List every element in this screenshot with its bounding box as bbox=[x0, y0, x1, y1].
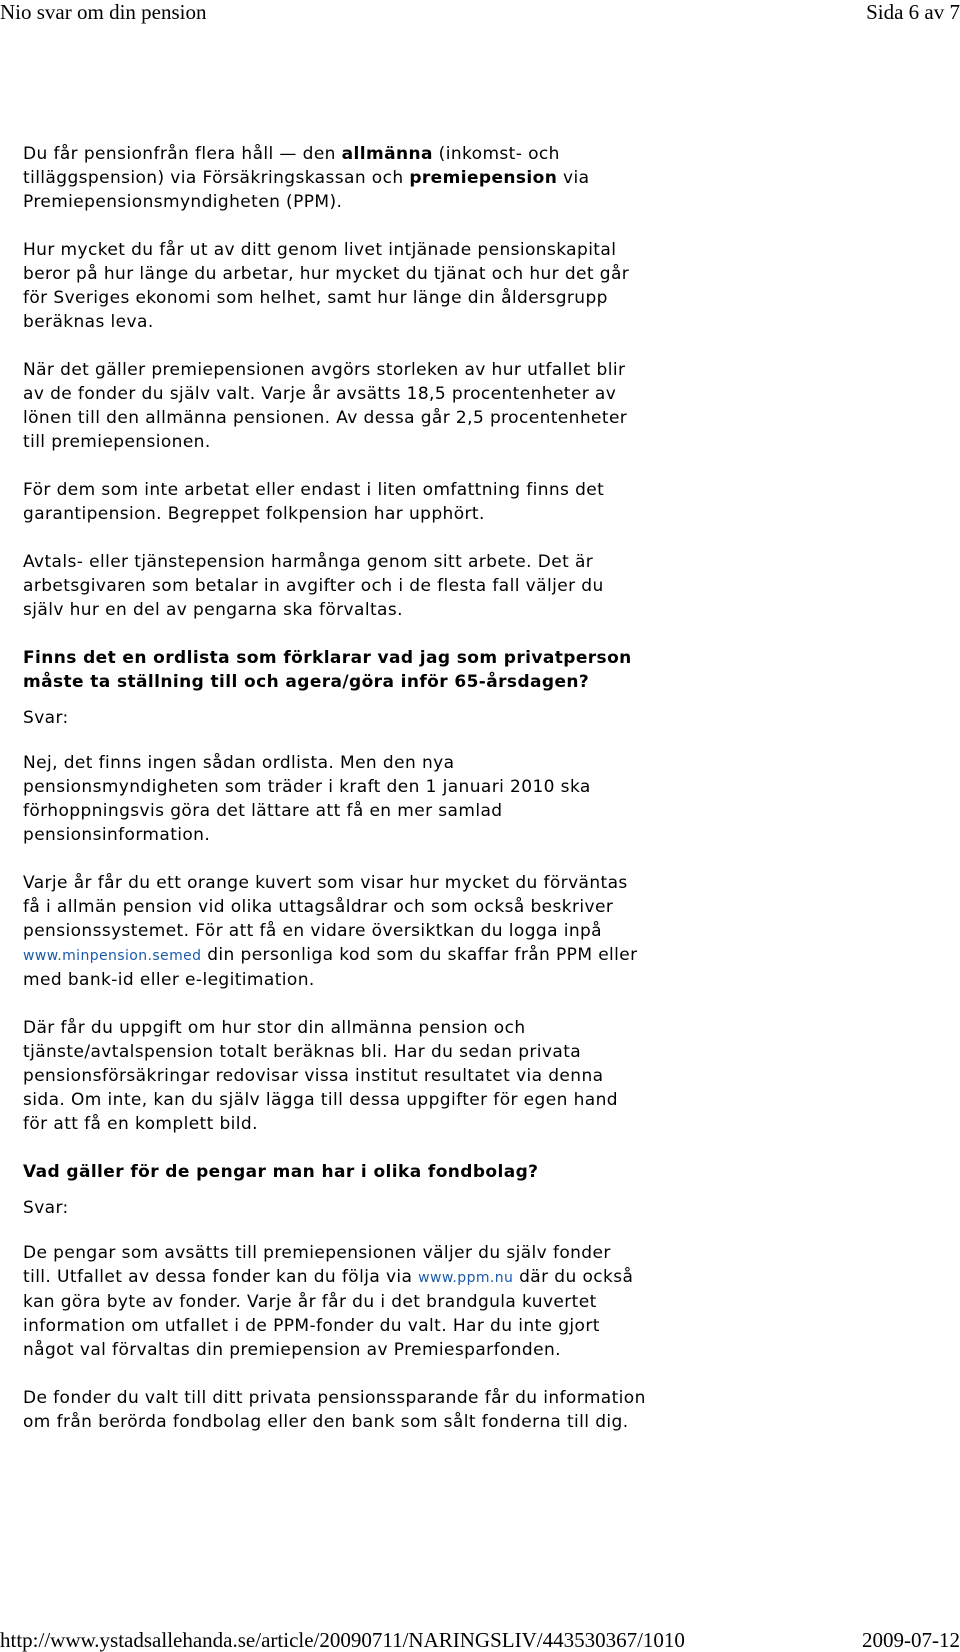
text-line: för Sveriges ekonomi som helhet, samt hur länge din åldersgrupp bbox=[23, 288, 608, 308]
answer-ordlista-2 bbox=[23, 871, 723, 992]
intro-text: tilläggspension) via Försäkringskassan och bbox=[23, 168, 410, 188]
text-line: Avtals- eller tjänstepension harmånga genom sitt arbete. Det är bbox=[23, 552, 594, 572]
text-line: kan göra byte av fonder. Varje år får du i det brandgula kuvertet bbox=[23, 1292, 597, 1312]
text-line: De fonder du valt till ditt privata pensionssparande får du information bbox=[23, 1388, 646, 1408]
text-line: något val förvaltas din premiepension av Premiesparfonden. bbox=[23, 1340, 561, 1360]
text-segment: din personliga kod som du skaffar från PPM eller bbox=[201, 945, 638, 965]
text-line: tjänste/avtalspension totalt beräknas bli. Har du sedan privata bbox=[23, 1042, 582, 1062]
answer-ordlista-3 bbox=[23, 1016, 723, 1136]
text-line: om från berörda fondbolag eller den bank som sålt fonderna till dig. bbox=[23, 1412, 629, 1432]
intro-line-3: Premiepensionsmyndigheten (PPM). bbox=[23, 192, 343, 212]
text-line: För dem som inte arbetat eller endast i liten omfattning finns det bbox=[23, 480, 605, 500]
question-line: Vad gäller för de pengar man har i olika fondbolag? bbox=[23, 1162, 539, 1182]
text-line: Hur mycket du får ut av ditt genom livet intjänade pensionskapital bbox=[23, 240, 617, 260]
text-line bbox=[23, 943, 723, 968]
text-line: förhoppningsvis göra det lättare att få en mer samlad bbox=[23, 801, 503, 821]
paragraph-intro bbox=[23, 142, 723, 214]
text-line: De pengar som avsätts till premiepensionen väljer du själv fonder bbox=[23, 1243, 611, 1263]
paragraph-tjanstepension bbox=[23, 550, 723, 622]
paragraph-pension-capital bbox=[23, 238, 723, 334]
intro-text: Du får pensionfrån flera håll — den bbox=[23, 144, 342, 164]
text-line: lönen till den allmänna pensionen. Av dessa går 2,5 procentenheter bbox=[23, 408, 628, 428]
text-line: Nej, det finns ingen sådan ordlista. Men den nya bbox=[23, 753, 455, 773]
article-body bbox=[23, 142, 723, 1458]
text-line: till premiepensionen. bbox=[23, 432, 211, 452]
question-fondbolag bbox=[23, 1160, 723, 1184]
text-line: pensionsmyndigheten som träder i kraft den 1 januari 2010 ska bbox=[23, 777, 591, 797]
bold-premiepension: premiepension bbox=[409, 168, 558, 188]
text-line: pensionsinformation. bbox=[23, 825, 211, 845]
paragraph-garantipension bbox=[23, 478, 723, 526]
text-line: pensionssystemet. För att få en vidare översiktkan du logga inpå bbox=[23, 921, 603, 941]
intro-text: (inkomst- och bbox=[432, 144, 560, 164]
question-line: Finns det en ordlista som förklarar vad jag som privatperson bbox=[23, 648, 632, 668]
text-line: få i allmän pension vid olika uttagsåldrar och som också beskriver bbox=[23, 897, 614, 917]
text-line: för att få en komplett bild. bbox=[23, 1114, 258, 1134]
text-line: Varje år får du ett orange kuvert som visar hur mycket du förväntas bbox=[23, 873, 628, 893]
text-line bbox=[23, 1265, 723, 1290]
answer-ordlista-1 bbox=[23, 751, 723, 847]
question-ordlista bbox=[23, 646, 723, 694]
intro-line-2 bbox=[23, 166, 723, 190]
intro-text: via bbox=[557, 168, 590, 188]
text-line: Där får du uppgift om hur stor din allmänna pension och bbox=[23, 1018, 526, 1038]
minpension-link[interactable]: www.minpension.semed bbox=[23, 948, 202, 964]
text-segment: där du också bbox=[513, 1267, 634, 1287]
text-line: med bank-id eller e-legitimation. bbox=[23, 970, 315, 990]
text-line: av de fonder du själv valt. Varje år avsätts 18,5 procentenheter av bbox=[23, 384, 617, 404]
text-line: beror på hur länge du arbetar, hur mycket du tjänat och hur det går bbox=[23, 264, 630, 284]
footer-date: 2009-07-12 bbox=[862, 1628, 960, 1652]
ppm-link[interactable]: www.ppm.nu bbox=[418, 1270, 514, 1286]
answer-label: Svar: bbox=[23, 1198, 69, 1218]
text-segment: till. Utfallet av dessa fonder kan du följa via bbox=[23, 1267, 419, 1287]
text-line: själv hur en del av pengarna ska förvaltas. bbox=[23, 600, 403, 620]
text-line: arbetsgivaren som betalar in avgifter och i de flesta fall väljer du bbox=[23, 576, 604, 596]
text-line: När det gäller premiepensionen avgörs storleken av hur utfallet blir bbox=[23, 360, 626, 380]
text-line: beräknas leva. bbox=[23, 312, 154, 332]
text-line: pensionsförsäkringar redovisar vissa institut resultatet via denna bbox=[23, 1066, 604, 1086]
footer-url: http://www.ystadsallehanda.se/article/20090711/NARINGSLIV/443530367/1010 bbox=[0, 1628, 685, 1652]
text-line: garantipension. Begreppet folkpension har upphört. bbox=[23, 504, 485, 524]
intro-line-1 bbox=[23, 142, 723, 166]
header-page-number: Sida 6 av 7 bbox=[866, 0, 960, 24]
bold-allmanna: allmänna bbox=[341, 144, 433, 164]
text-line: information om utfallet i de PPM-fonder du valt. Har du inte gjort bbox=[23, 1316, 600, 1336]
text-line: sida. Om inte, kan du själv lägga till dessa uppgifter för egen hand bbox=[23, 1090, 618, 1110]
paragraph-premiepension bbox=[23, 358, 723, 454]
header-title: Nio svar om din pension bbox=[0, 0, 207, 24]
answer-label: Svar: bbox=[23, 708, 69, 728]
question-line: måste ta ställning till och agera/göra inför 65-årsdagen? bbox=[23, 672, 590, 692]
answer-fondbolag-1 bbox=[23, 1241, 723, 1362]
answer-fondbolag-2 bbox=[23, 1386, 723, 1434]
